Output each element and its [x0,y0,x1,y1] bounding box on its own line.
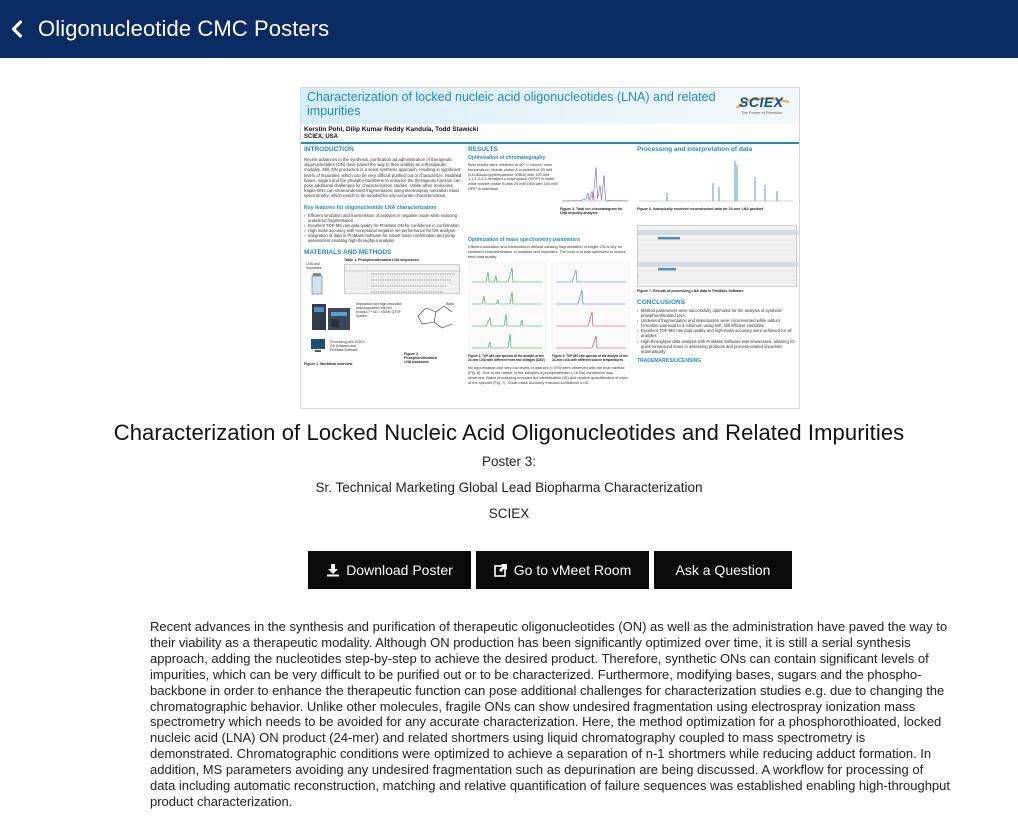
poster-column-left [304,146,462,368]
poster-authors: Kerstin Pohl, Dilip Kumar Reddy Kandula, Todd Stawicki [304,126,479,133]
download-poster-label: Download Poster [346,562,453,578]
download-icon [326,563,340,577]
key-bullet: ▪ High mass accuracy with exceptional negative ion performance for ON analysis [304,228,462,233]
lna-structure-icon [412,298,460,334]
poster-title: Characterization of locked nucleic acid oligonucleotides (LNA) and related impurities [307,90,716,118]
key-bullet: ▪ Efficient ionization and transmission of analytes in negative mode while reducing undesired fragmentation [304,213,462,223]
top-bar [0,0,1018,58]
section-opt-chrom: Optimization of chromatography [468,155,546,161]
key-bullet: ▪ Excellent TOF-MS raw data quality for ProMass ON for confidence in confirmation [304,223,462,228]
section-conclusions: CONCLUSIONS [637,299,686,306]
poster-divider [301,142,800,144]
deconvolution-figure: Figure 6. Isotopically resolved reconstructed data for 24-mer LNA product [637,155,797,213]
results-bottom-text: No depurination and very low levels of adducts (< 5%) were observed with the final method (Fig. 5). Due to the nature of the samples a phosphodiester (-16 Da) conversion was observed. Batch processing revealed the identification (ID) and relative quantification of each of the species (Fig. 7). Great mass accuracy ensured confidence in ID. [468,365,628,385]
chromatogram-figure: Figure 3. Total ion chromatogram for LNA impurity analysis [560,163,630,207]
section-opt-ms: Optimization of mass spectrometry parameters [468,237,580,243]
vmeet-room-button[interactable] [476,551,649,589]
computer-icon [310,338,326,354]
poster-column-middle [468,146,630,386]
download-poster-button[interactable] [308,551,471,589]
conclusions-list [637,308,797,354]
company-name: SCIEX [488,506,530,521]
processing-results-table [637,225,797,287]
intro-text: Recent advances in the synthesis, purification ad administration of therapeutic oligonucleotides (ON) have paved the way to their viability as a therapeutic modality. Still, ON production is a serial synthesis approach, resulting in significant levels of impurities, which can be very difficult purified out or characterize. Modified bases, sugars and the phospho-backbone to enhance the therapeutic function can pose additional challenges for characterization studies. Unlike other molecules, fragile ONs can show undesired fragmentation using electrospray ionization mass spectrometry, which needs to be avoided for any accurate characterization. [304,157,462,199]
section-results: RESULTS [468,146,498,153]
page-title: Oligonucleotide CMC Posters [38,16,330,41]
chevron-left-icon [10,20,24,38]
back-button[interactable] [10,20,24,38]
action-buttons [308,551,792,589]
materials-figure: LNA and impurities Table 1. Phosphorothioated LNA sequences Separation and high-resolution data acquisition with the ExionLC™ AD / X500B QTOF System Base Processing with SCIEX OS Software and ProMass Software Figure 1. Workflow overview Figure 2. Phosphorothioated LNA backbone [304,258,462,368]
poster-heading: Characterization of Locked Nucleic Acid Oligonucleotides and Related Impurities [113,420,905,445]
svg-text:Base: Base [446,302,454,307]
section-trademarks: TRADEMARKS/LICENSING [637,357,702,364]
instrument-icon [310,300,354,334]
abstract-text: Recent advances in the synthesis and purification of therapeutic oligonucleotides (ON) as well as the administration have paved the way to their viability as a therapeutic modality. Although ON production has been significantly optimized over time, it is still a serial synthesis approach, adding the nucleotides step-by-step to achieve the desired product. Therefore, synthetic ONs can contain significant levels of impurities, which can be very difficult to be purified out or to be characterized. Furthermore, modifying bases, sugars and the phospho-backbone in order to enhance the therapeutic function can pose additional challenges for characterization studies e.g. due to changing the chromatographic behavior. Unlike other molecules, fragile ONs can show undesired fragmentation using electrospray ionization mass spectrometry which needs to be avoided for any accurate characterization. Here, the method optimization for a phosphorothioated, locked nucleic acid (LNA) ON product (24-mer) and related shortmers using liquid chromatography coupled to mass spectrometry is demonstrated. Chromatographic conditions were optimized to achieve a separation of n-1 shortmers while reducing adduct formation. In addition, MS parameters avoiding any undesired fragmentation such as depurination are being discussed. A workflow for processing of data including automatic reconstruction, matching and relative quantification of failure sequences was established enabling high-throughput product characterization. [150,619,951,809]
sciex-logo: SCIEX The Power of Precision [735,94,793,118]
external-link-icon [494,563,508,577]
chrom-text: Best results were obtained at 60° C column oven temperature. Mobile phase A consisted of 20 mM N,N-diisopropylethylamine (DIEA) with 100 mM 1,1,1,3,3,3-hexafluoro-isopropanol (HFIP) in water while mobile phase B was 20 mM DEA with 100 mM HFIP in methanol. [468,162,558,191]
spectra-grid [468,262,630,354]
poster-image[interactable] [300,87,800,409]
conclusion-bullet: ▪ Excellent TOF-MS raw data quality and high mass accuracy were achieved for all analytes [637,328,797,338]
conclusion-bullet: ▪ Method parameters were successfully optimized for the analysis of synthetic phosphorothioated LNA [637,308,797,318]
poster-header [301,88,800,124]
poster-affiliation: SCIEX, USA [304,134,339,140]
ask-question-label: Ask a Question [675,562,771,578]
section-key-features: Key features for oligonucleotide LNA characterization [304,204,437,211]
sequence-table [344,264,460,294]
conclusion-bullet: ▪ High-throughput data analysis with ProMass Software was showcased, allowing for quick turnaround times in assessing products and process-related impurities automatically [637,339,797,354]
vial-icon [308,272,326,296]
poster-column-right: Processing and interpretation of data Figure 6. Isotopically resolved reconstructed data for 24-mer LNA product Figure 7. Results of processing LNA data in ProMass Software CONCLUSIONS ▪ Method parameters were successfully optimized for the analysis of synthetic phosphorothioated LNA ▪ Undesired fragmentation and depurination were circumvented while adduct formation was kept to a minimum using soft, still efficient ionization ▪ Excellent TOF-MS raw data quality and high mass accuracy were achieved for all analytes ▪ High-throughput data analysis with ProMass Software was showcased, allowing for quick turnaround times in assessing products and process-related impurities automatically TRADEMARKS/LICENSING [637,146,797,366]
ms-text: Efficient ionization and transmission without causing fragmentation of fragile ON is key for confident characterization of analytes and impurities. The front end was optimized to ensure best data quality. [468,244,626,259]
section-materials: MATERIALS AND METHODS [304,249,392,257]
ms-spectra-figures: Figure 4. TOF-MS raw spectra of the analyte of the 24-mer LNA with different front end voltages (DAV) Figure 5. TOF-MS raw spectra of the analyte of the 24-mer LNA with different source temperatures [468,262,630,366]
section-processing: Processing and interpretation of data [637,146,753,153]
ask-question-button[interactable] [654,551,792,589]
key-features-list [304,213,462,244]
section-introduction: INTRODUCTION [304,146,354,153]
vmeet-room-label: Go to vMeet Room [513,562,632,578]
poster-number: Poster 3: [481,454,537,469]
presenter-role: Sr. Technical Marketing Global Lead Biopharma Characterization [315,480,703,495]
conclusion-bullet: ▪ Undesired fragmentation and depurination were circumvented while adduct formation was kept to a minimum using soft, still efficient ionization [637,318,797,328]
key-bullet: ▪ Integration of data in ProMass Software for robust mass confirmation and purity assessment enabling high-throughput analysis [304,233,462,243]
